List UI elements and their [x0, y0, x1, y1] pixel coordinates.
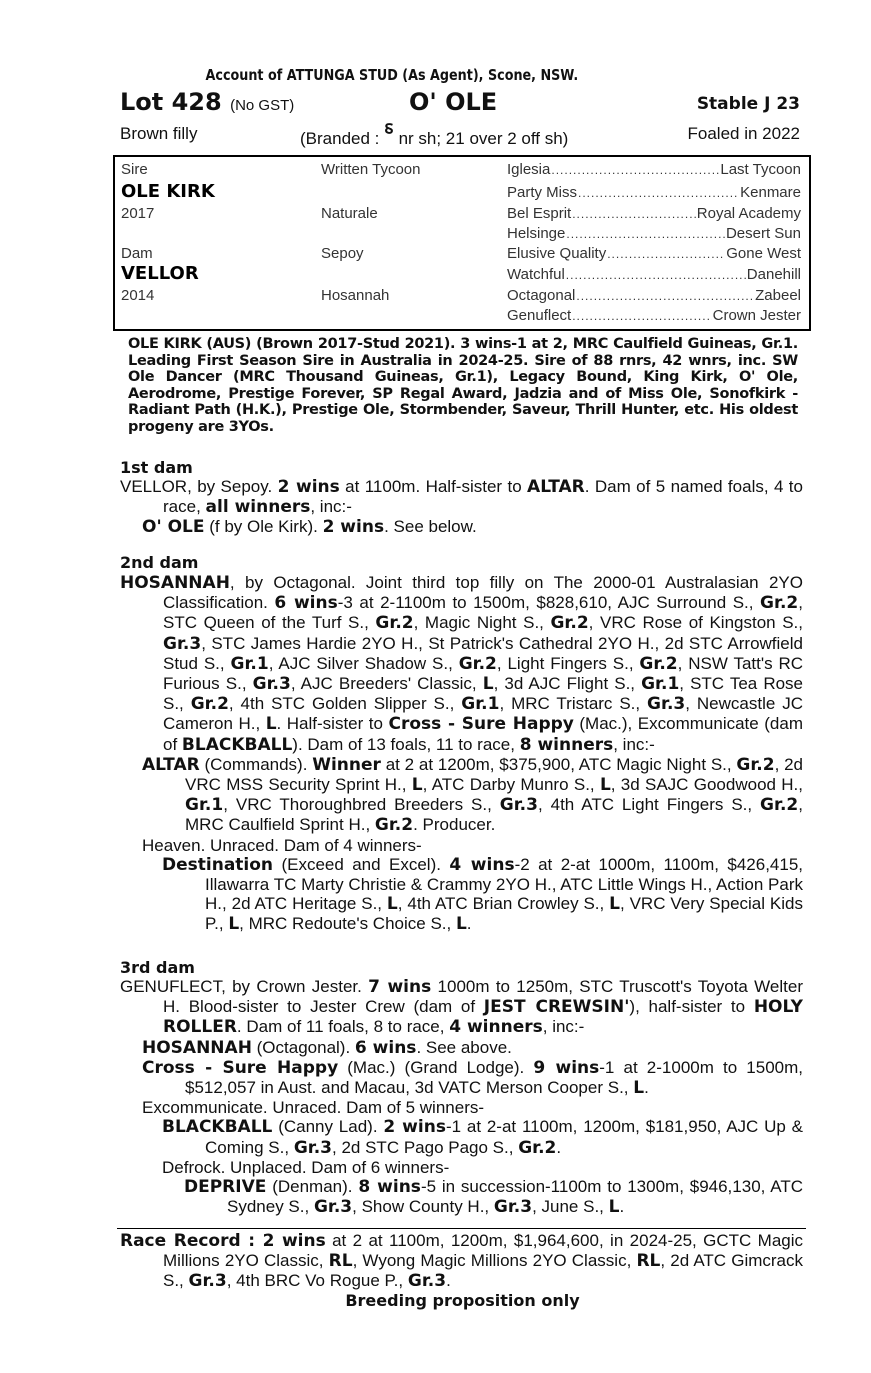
dam-dam: Hosannah — [321, 287, 390, 304]
account-heading: Account of ATTUNGA STUD (As Agent), Scone, NSW. — [205, 66, 579, 84]
third-dam-heading: 3rd dam — [120, 958, 195, 977]
lot-label: Lot 428 — [120, 88, 222, 116]
sire-label: Sire — [121, 161, 148, 178]
ancestor-row: Octagonal ..... Zabeel — [507, 287, 801, 304]
brand-prefix: (Branded : — [300, 129, 385, 148]
gst-note: (No GST) — [230, 97, 295, 114]
sire-sire: Written Tycoon — [321, 161, 421, 178]
dam-sire: Sepoy — [321, 245, 364, 262]
ancestor-row: Genuflect ..... Crown Jester — [507, 307, 801, 324]
first-dam-text: VELLOR, by Sepoy. 2 wins at 1100m. Half-sister to ALTAR. Dam of 5 named foals, 4 to race, all winners, inc:- O' OLE (f by Ole Kirk). 2 wins. See below. — [120, 477, 803, 538]
ancestor-row: Helsinge ..... Desert Sun — [507, 225, 801, 242]
brand-mark-icon: ⸹ — [384, 122, 394, 143]
divider — [117, 1228, 806, 1229]
second-dam-text: HOSANNAH, by Octagonal. Joint third top filly on The 2000-01 Australasian 2YO Classification. 6 wins-3 at 2-1100m to 1500m, $828,610, AJC Surround S., Gr.2, STC Queen of the Turf S., Gr.2, Magic Night S., Gr.2, VRC Rose of Kingston S., Gr.3, STC James Hardie 2YO H., St Patrick's Cathedral 2YO H., 2d STC Arrowfield Stud S., Gr.1, AJC Silver Shadow S., Gr.2, Light Fingers S., Gr.2, NSW Tatt's RC Furious S., Gr.3, AJC Breeders' Classic, L, 3d AJC Flight S., Gr.1, STC Tea Rose S., Gr.2, 4th STC Golden Slipper S., Gr.1, MRC Tristarc S., Gr.3, Newcastle JC Cameron H., L. Half-sister to Cross - Sure Happy (Mac.), Excommunicate (dam of BLACKBALL). Dam of 13 foals, 11 to race, 8 winners, inc:- ALTAR (Commands). Winner at 2 at 1200m, $375,900, ATC Magic Night S., Gr.2, 2d VRC MSS Security Sprint H., L, ATC Darby Munro S., L, 3d SAJC Goodwood H., Gr.1, VRC Thoroughbred Breeders S., Gr.3, 4th ATC Light Fingers S., Gr.2, MRC Caulfield Sprint H., Gr.2. Producer. Heaven. Unraced. Dam of 4 winners- Destination (Exceed and Excel). 4 wins-2 at 2-at 1000m, 1100m, $426,415, Illawarra TC Marty Christie & Crammy 2YO H., ATC Little Wings H., Action Park H., 2d ATC Heritage S., L, 4th ATC Brian Crowley S., L, VRC Very Special Kids P., L, MRC Redoute's Choice S., L. — [120, 573, 804, 935]
dam-year: 2014 — [121, 287, 155, 304]
breeding-note: Breeding proposition only — [345, 1291, 580, 1310]
lot-number — [120, 88, 294, 116]
foaled-year: Foaled in 2022 — [687, 124, 800, 143]
first-dam-heading: 1st dam — [120, 458, 193, 477]
sire-name: OLE KIRK — [121, 181, 215, 202]
pedigree-table — [113, 155, 811, 331]
horse-sex: Brown filly — [120, 124, 198, 143]
sire-dam: Naturale — [321, 205, 378, 222]
second-dam-heading: 2nd dam — [120, 553, 199, 572]
ancestor-row: Party Miss ..... Kenmare — [507, 184, 801, 201]
dam-label: Dam — [121, 245, 153, 262]
race-record-label: Race Record : 2 wins — [120, 1231, 326, 1251]
horse-name: O' OLE — [409, 88, 498, 116]
ancestor-row: Elusive Quality ..... Gone West — [507, 245, 801, 262]
brand-description — [300, 124, 568, 150]
ancestor-row: Watchful ..... Danehill — [507, 266, 801, 283]
third-dam-text: GENUFLECT, by Crown Jester. 7 wins 1000m to 1250m, STC Truscott's Toyota Welter H. Blood-sister to Jester Crew (dam of JEST CREWSIN'), half-sister to HOLY ROLLER. Dam of 11 foals, 8 to race, 4 winners, inc:- HOSANNAH (Octagonal). 6 wins. See above. Cross - Sure Happy (Mac.) (Grand Lodge). 9 wins-1 at 2-1000m to 1500m, $512,057 in Aust. and Macau, 3d VATC Merson Cooper S., L. Excommunicate. Unraced. Dam of 5 winners- BLACKBALL (Canny Lad). 2 wins-1 at 2-at 1100m, 1200m, $181,950, AJC Up & Coming S., Gr.3, 2d STC Pago Pago S., Gr.2. Defrock. Unplaced. Dam of 6 winners- DEPRIVE (Denman). 8 wins-5 in succession-1100m to 1300m, $946,130, ATC Sydney S., Gr.3, Show County H., Gr.3, June S., L. — [120, 977, 804, 1218]
ancestor-row: Bel Esprit ..... Royal Academy — [507, 205, 801, 222]
ancestor-row: Iglesia ..... Last Tycoon — [507, 161, 801, 178]
stable-number: Stable J 23 — [696, 94, 800, 114]
sire-summary: OLE KIRK (AUS) (Brown 2017-Stud 2021). 3 wins-1 at 2, MRC Caulfield Guineas, Gr.1. Leading First Season Sire in Australia in 2024-25. Sire of 88 rnrs, 42 wnrs, inc. SW Ole Dancer (MRC Thousand Guineas, Gr.1), Legacy Bound, King Kirk, O' Ole, Aerodrome, Prestige Forever, SP Regal Award, Jadzia and of Miss Ole, Sonofkirk - Radiant Path (H.K.), Prestige Ole, Stormbender, Saveur, Thrill Hunter, etc. His oldest progeny are 3YOs. — [128, 336, 798, 435]
brand-suffix: nr sh; 21 over 2 off sh) — [393, 129, 569, 148]
race-record: Race Record : 2 wins at 2 at 1100m, 1200m, $1,964,600, in 2024-25, GCTC Magic Millions 2YO Classic, RL, Wyong Magic Millions 2YO Classic, RL, 2d ATC Gimcrack S., Gr.3, 4th BRC Vo Rogue P., Gr.3. — [120, 1231, 804, 1292]
dam-name: VELLOR — [121, 263, 199, 284]
sire-year: 2017 — [121, 205, 155, 222]
